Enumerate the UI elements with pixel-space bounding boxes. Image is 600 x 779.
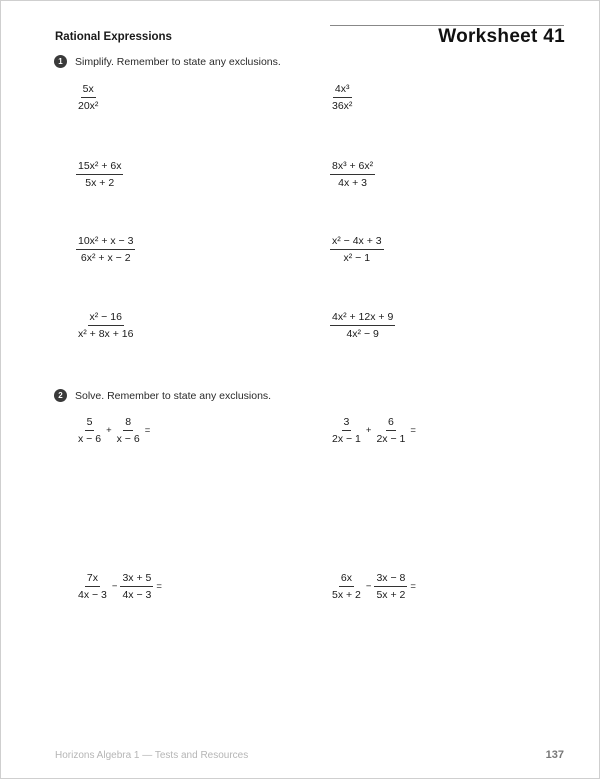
worksheet-title: Worksheet 41 [438, 26, 565, 47]
fraction [76, 235, 135, 264]
denominator: x − 6 [116, 433, 140, 446]
fraction-b [374, 572, 407, 601]
number-badge-1: 1 [54, 55, 67, 68]
problem-2a [76, 416, 153, 445]
denominator: 4x² − 9 [346, 328, 379, 341]
fraction-a [76, 416, 103, 445]
denominator: x² + 8x + 16 [78, 328, 134, 341]
fraction [330, 311, 395, 340]
denominator: 6x² + x − 2 [80, 252, 131, 265]
fraction-b [374, 416, 407, 445]
numerator: 3x − 8 [374, 572, 407, 587]
fraction-a [76, 572, 109, 601]
problem-1g [76, 311, 135, 340]
fraction-b [115, 416, 142, 445]
problem-1a [76, 83, 100, 112]
equals-sign: = [156, 581, 162, 593]
denominator: x − 6 [78, 433, 102, 446]
denominator: 36x² [332, 100, 353, 113]
problem-1f [330, 235, 384, 264]
numerator: 5 [85, 416, 95, 431]
fraction [76, 311, 135, 340]
denominator: 5x + 2 [332, 589, 361, 602]
denominator: 4x + 3 [338, 177, 368, 190]
operator: + [106, 425, 112, 437]
numerator: 4x² + 12x + 9 [330, 311, 395, 326]
problem-1e [76, 235, 135, 264]
instruction-2 [54, 389, 271, 402]
problem-1b [330, 83, 354, 112]
numerator: 4x³ [333, 83, 352, 98]
section-title: Rational Expressions [55, 31, 172, 43]
denominator: 2x − 1 [332, 433, 361, 446]
fraction-a [330, 416, 363, 445]
numerator: 15x² + 6x [76, 160, 123, 175]
operator: + [365, 425, 372, 437]
numerator: 10x² + x − 3 [76, 235, 135, 250]
equals-sign: = [410, 581, 416, 593]
footer-book-title: Horizons Algebra 1 — Tests and Resources [55, 750, 249, 761]
denominator: 4x − 3 [122, 589, 152, 602]
fraction-b [120, 572, 153, 601]
operator: − [111, 581, 118, 593]
numerator: 7x [85, 572, 100, 587]
equals-sign: = [144, 425, 151, 437]
problem-1c [76, 160, 123, 189]
page-number: 137 [545, 749, 564, 761]
numerator: x² − 16 [88, 311, 124, 326]
fraction [330, 160, 375, 189]
fraction [330, 83, 354, 112]
fraction [330, 235, 384, 264]
denominator: 2x − 1 [376, 433, 406, 446]
numerator: x² − 4x + 3 [330, 235, 384, 250]
numerator: 6 [386, 416, 396, 431]
operator: − [365, 581, 372, 593]
problem-2c [76, 572, 165, 601]
denominator: 4x − 3 [78, 589, 107, 602]
numerator: 3 [342, 416, 352, 431]
equals-sign: = [410, 425, 416, 437]
numerator: 5x [81, 83, 96, 98]
denominator: 5x + 2 [376, 589, 406, 602]
fraction [76, 160, 123, 189]
problem-2d [330, 572, 419, 601]
numerator: 6x [339, 572, 354, 587]
denominator: x² − 1 [343, 252, 371, 265]
problem-2b [330, 416, 419, 445]
problem-1h [330, 311, 395, 340]
numerator: 8 [123, 416, 133, 431]
problem-1d [330, 160, 375, 189]
numerator: 8x³ + 6x² [330, 160, 375, 175]
instruction-2-text: Solve. Remember to state any exclusions. [75, 389, 272, 402]
instruction-1-text: Simplify. Remember to state any exclusions. [75, 55, 281, 68]
number-badge-2: 2 [54, 389, 67, 402]
denominator: 20x² [78, 100, 99, 113]
denominator: 5x + 2 [85, 177, 115, 190]
instruction-1 [54, 55, 281, 68]
fraction-a [330, 572, 363, 601]
numerator: 3x + 5 [120, 572, 153, 587]
fraction [76, 83, 100, 112]
